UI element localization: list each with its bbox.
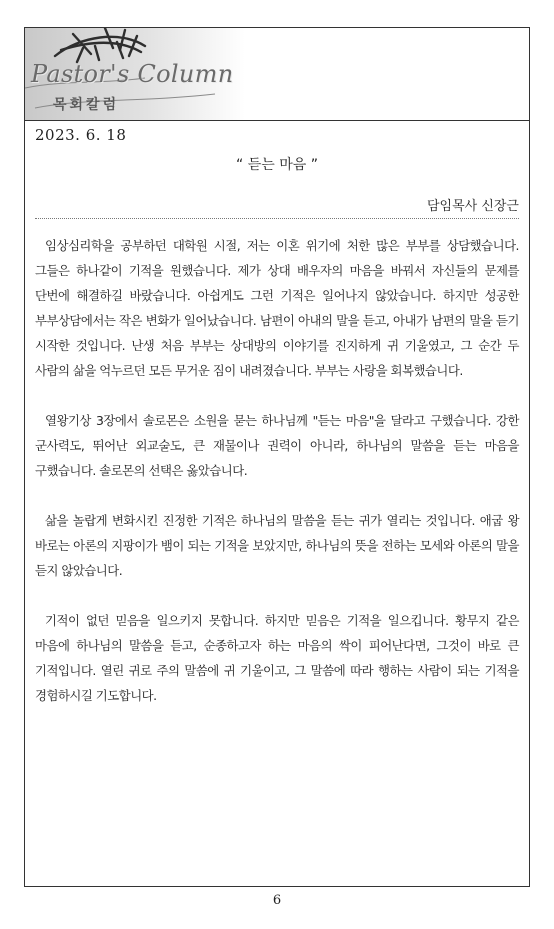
- column-date: 2023. 6. 18: [35, 126, 127, 144]
- body-paragraph: 삶을 놀랍게 변화시킨 진정한 기적은 하나님의 말씀을 듣는 귀가 열리는 것입니다. 애굽 왕 바로는 아론의 지팡이가 뱀이 되는 기적을 보았지만, 하나님의 뜻을 전하는 모세와 아론의 말을 듣지 않았습니다.: [35, 513, 519, 578]
- masthead-korean-title: 목회칼럼: [53, 97, 120, 113]
- column-header: [25, 28, 529, 121]
- column-author: 담임목사 신장근: [426, 199, 519, 214]
- body-paragraph: 열왕기상 3장에서 솔로몬은 소원을 묻는 하나님께 "듣는 마음"을 달라고 구했습니다. 강한 군사력도, 뛰어난 외교술도, 큰 재물이나 권력이 아니라, 하나님의 말씀을 듣는 마음을 구했습니다. 솔로몬의 선택은 옳았습니다.: [35, 413, 519, 478]
- dotted-divider: [35, 218, 519, 219]
- masthead-title: Pastor's Column: [31, 60, 234, 88]
- column-frame: [24, 27, 530, 887]
- page-number: 6: [272, 893, 282, 908]
- body-paragraph: 기적이 없던 믿음을 일으키지 못합니다. 하지만 믿음은 기적을 일으킵니다. 황무지 같은 마음에 하나님의 말씀을 듣고, 순종하고자 하는 마음의 싹이 피어난다면, 그것이 바로 큰 기적입니다. 열린 귀로 주의 말씀에 귀 기울이고, 그 말씀에 따라 행하는 사람이 되는 기적을 경험하시길 기도합니다.: [35, 613, 519, 703]
- column-body: [35, 233, 519, 733]
- body-paragraph: 임상심리학을 공부하던 대학원 시절, 저는 이혼 위기에 처한 많은 부부를 상담했습니다. 그들은 하나같이 기적을 원했습니다. 제가 상대 배우자의 마음을 바꿔서 자신들의 문제를 단번에 해결하길 바랐습니다. 아쉽게도 그런 기적은 일어나지 않았습니다. 하지만 성공한 부부상담에서는 작은 변화가 일어났습니다. 남편이 아내의 말을 듣고, 아내가 남편의 말을 듣기 시작한 것입니다. 난생 처음 부부는 상대방의 이야기를 진지하게 귀 기울였고, 그 순간 두 사람의 삶을 억누르던 모든 무거운 짐이 내려졌습니다. 부부는 사랑을 회복했습니다.: [35, 238, 519, 378]
- column-title: “ 듣는 마음 ”: [236, 157, 318, 173]
